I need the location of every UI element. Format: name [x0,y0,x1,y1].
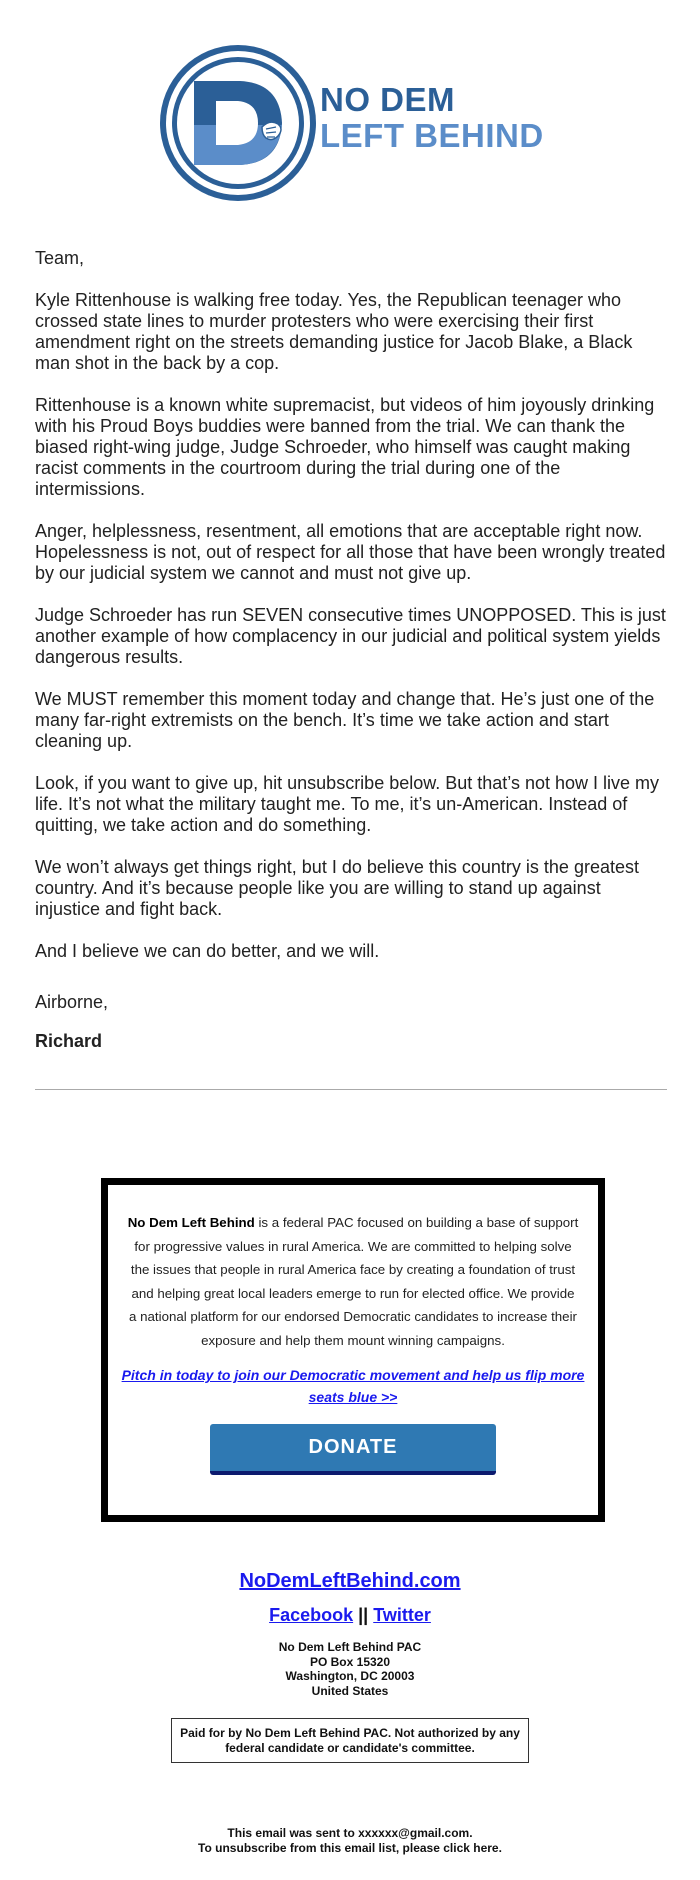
paragraph: Anger, helplessness, resentment, all emotions that are acceptable right now. Hopelessness is not, out of respect for all those that have been wrongly treated by our judicial system we cannot and must not give up. [35,521,666,583]
unsubscribe-notice [0,1826,700,1856]
logo[interactable] [158,43,548,203]
address-line: PO Box 15320 [309,1654,391,1669]
twitter-link[interactable]: Twitter [373,1605,431,1625]
letter-body [35,248,667,1052]
logo-line1: NO DEM [320,81,455,118]
divider [35,1089,667,1090]
logo-wordmark [320,83,544,152]
signoff: Airborne, [35,992,109,1012]
donate-button[interactable]: DONATE [210,1424,496,1475]
pitch-in-link[interactable]: Pitch in today to join our Democratic movement and help us flip more seats blue >> [121,1367,585,1405]
signature: Richard [35,1031,103,1051]
paragraph: Judge Schroeder has run SEVEN consecutive times UNOPPOSED. This is just another example of how complacency in our judicial and political system yields dangerous results. [35,605,666,667]
address-line: No Dem Left Behind PAC [278,1640,422,1654]
sent-to-text: This email was sent to xxxxxx@gmail.com. [227,1826,473,1840]
greeting: Team, [35,248,85,268]
facebook-link[interactable]: Facebook [269,1605,354,1625]
pac-name: No Dem Left Behind [127,1215,255,1230]
pac-description [126,1211,580,1352]
paragraph: Look, if you want to give up, hit unsubscribe below. But that’s not how I live my life. It’s not what the military taught me. To me, it’s un-American. Instead of quitting, we take action and do something. [35,773,660,835]
paragraph: We won’t always get things right, but I do believe this country is the greatest country. And it’s because people like you are willing to stand up against injustice and fight back. [35,857,639,919]
pac-info-box [101,1178,605,1522]
pac-description-text: is a federal PAC focused on building a base of support for progressive values in rural America. We are committed to helping solve the issues that people in rural America face by creating a foundation of trust and helping great local leaders emerge to run for elected office. We provide a national platform for our endorsed Democratic candidates to increase their exposure and help them mount winning campaigns. [129,1215,579,1348]
social-separator: || [358,1605,369,1625]
paragraph: Kyle Rittenhouse is walking free today. Yes, the Republican teenager who crossed state lines to murder protesters who were exercising their first amendment right on the streets demanding justice for Jacob Blake, a Black man shot in the back by a cop. [35,290,633,373]
logo-line2: LEFT BEHIND [320,117,544,154]
paragraph: We MUST remember this moment today and change that. He’s just one of the many far-right extremists on the bench. It’s time we take action and start cleaning up. [35,689,655,751]
mailing-address [0,1640,700,1698]
social-links [0,1605,700,1626]
address-line: United States [311,1683,389,1698]
website-link[interactable]: NoDemLeftBehind.com [239,1570,461,1592]
paragraph: And I believe we can do better, and we will. [35,941,380,961]
address-line: Washington, DC 20003 [285,1669,415,1683]
unsubscribe-link[interactable]: To unsubscribe from this email list, please click here. [198,1841,502,1855]
paid-for-disclaimer: Paid for by No Dem Left Behind PAC. Not authorized by any federal candidate or candidate's committee. [171,1718,529,1763]
logo-mark-icon [158,43,318,203]
paragraph: Rittenhouse is a known white supremacist, but videos of him joyously drinking with his Proud Boys buddies were banned from the trial. We can thank the biased right-wing judge, Judge Schroeder, who himself was caught making racist comments in the courtroom during the trial during one of the intermissions. [35,395,655,499]
